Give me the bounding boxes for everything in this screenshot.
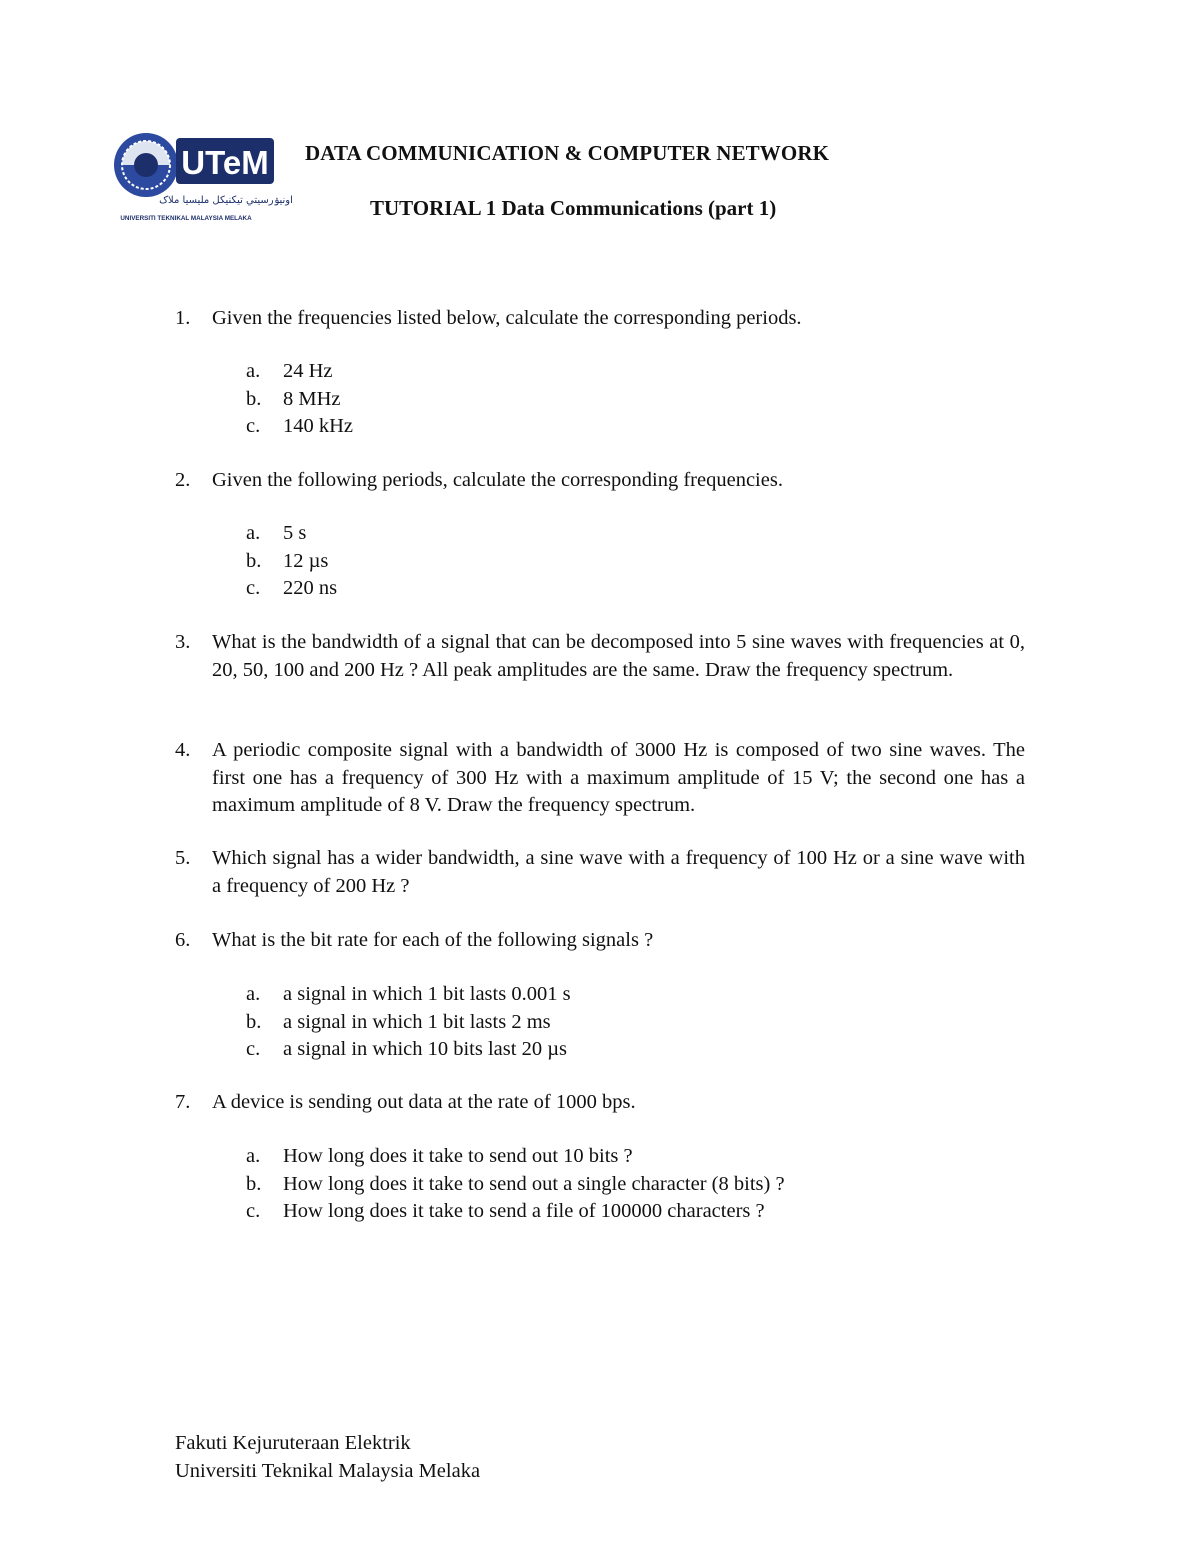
item-label: c.	[246, 1038, 261, 1060]
item-text: 5 s	[283, 522, 307, 544]
item-text: 220 ns	[283, 577, 338, 599]
item-label: a.	[246, 360, 261, 382]
tutorial-subtitle: TUTORIAL 1 Data Communications (part 1)	[370, 196, 777, 220]
item-text: How long does it take to send a file of 100000 characters ?	[283, 1200, 765, 1222]
question-text: What is the bandwidth of a signal that can be decomposed into 5 sine waves with frequencies at 0, 20, 50, 100 and 200 Hz ? All peak amplitudes are the same. Draw the frequency spectrum.	[212, 631, 1025, 681]
logo-name: UTeM	[181, 144, 269, 181]
item-text: a signal in which 1 bit lasts 2 ms	[283, 1010, 551, 1033]
question-number: 7.	[175, 1091, 191, 1113]
document-title: DATA COMMUNICATION & COMPUTER NETWORK	[305, 141, 830, 165]
question-text: A periodic composite signal with a bandwidth of 3000 Hz is composed of two sine waves. The first one has a frequency of 300 Hz with a maximum amplitude of 15 V; the second one has a maximum amplitude of 8 V. Draw the frequency spectrum.	[212, 739, 1025, 816]
question-3	[175, 629, 1025, 684]
item-text: 12 µs	[283, 549, 329, 572]
item-label: a.	[246, 1145, 261, 1167]
question-5	[175, 845, 1025, 900]
question-number: 1.	[175, 307, 191, 329]
item-text: a signal in which 1 bit lasts 0.001 s	[283, 983, 571, 1005]
logo-subtitle: UNIVERSITI TEKNIKAL MALAYSIA MELAKA	[120, 215, 252, 222]
question-4	[175, 737, 1025, 820]
question-text: Which signal has a wider bandwidth, a sine wave with a frequency of 100 Hz or a sine wave with a frequency of 200 Hz ?	[212, 847, 1025, 897]
footer-faculty: Fakuti Kejuruteraan Elektrik	[175, 1432, 411, 1454]
item-text: How long does it take to send out a single character (8 bits) ?	[283, 1172, 785, 1195]
item-label: b.	[246, 387, 262, 410]
item-text: 24 Hz	[283, 360, 333, 382]
question-number: 3.	[175, 631, 191, 653]
item-label: a.	[246, 522, 261, 544]
question-6	[175, 927, 1025, 955]
item-label: b.	[246, 1172, 262, 1195]
item-label: b.	[246, 1010, 262, 1033]
utem-logo	[108, 125, 293, 225]
question-7	[175, 1089, 1025, 1117]
question-1	[175, 305, 1025, 333]
item-label: c.	[246, 577, 261, 599]
item-text: a signal in which 10 bits last 20 µs	[283, 1038, 567, 1060]
question-text: What is the bit rate for each of the following signals ?	[212, 929, 654, 951]
item-text: 8 MHz	[283, 387, 341, 410]
question-number: 5.	[175, 847, 191, 869]
question-text: Given the following periods, calculate the corresponding frequencies.	[212, 469, 783, 491]
question-number: 6.	[175, 929, 191, 951]
question-number: 2.	[175, 469, 191, 491]
question-text: Given the frequencies listed below, calculate the corresponding periods.	[212, 307, 802, 329]
question-number: 4.	[175, 739, 191, 761]
item-text: 140 kHz	[283, 415, 354, 437]
footer-university: Universiti Teknikal Malaysia Melaka	[175, 1459, 481, 1482]
item-label: c.	[246, 415, 261, 437]
logo-jawi-text: اونيۏرسيتي تيكنيكل مليسيا ملاک	[159, 195, 293, 206]
item-label: b.	[246, 549, 262, 572]
item-text: How long does it take to send out 10 bits ?	[283, 1145, 633, 1167]
item-label: a.	[246, 983, 261, 1005]
footer	[175, 1430, 480, 1485]
item-label: c.	[246, 1200, 261, 1222]
question-text: A device is sending out data at the rate of 1000 bps.	[212, 1091, 636, 1113]
question-2	[175, 467, 1025, 495]
